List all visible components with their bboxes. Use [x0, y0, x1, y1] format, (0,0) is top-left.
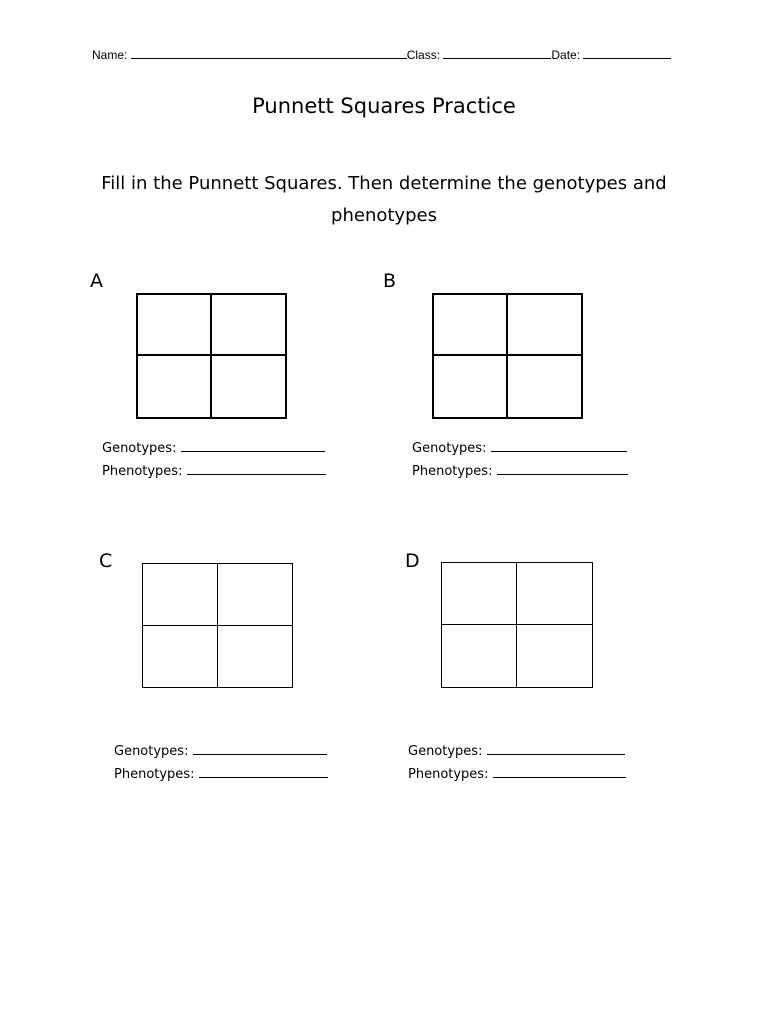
punnett-square-d: [441, 562, 593, 688]
class-field[interactable]: [443, 46, 551, 59]
phenotypes-field[interactable]: [493, 763, 626, 778]
punnett-cell[interactable]: [434, 356, 508, 417]
answers-b: [412, 437, 628, 483]
genotypes-label: Genotypes:: [408, 744, 483, 759]
genotypes-label: Genotypes:: [102, 441, 177, 456]
answers-d: [408, 740, 626, 786]
answers-c: [114, 740, 328, 786]
genotypes-label: Genotypes:: [114, 744, 189, 759]
phenotypes-label: Phenotypes:: [102, 464, 183, 479]
instructions: Fill in the Punnett Squares. Then determine the genotypes and phenotypes: [101, 173, 667, 226]
name-label: Name:: [92, 48, 128, 62]
punnett-cell[interactable]: [143, 564, 218, 626]
phenotypes-field[interactable]: [199, 763, 328, 778]
problem-label-a: A: [90, 270, 103, 292]
name-field[interactable]: [131, 46, 407, 59]
punnett-cell[interactable]: [517, 625, 592, 687]
punnett-cell[interactable]: [138, 295, 212, 356]
date-field[interactable]: [583, 46, 671, 59]
punnett-cell[interactable]: [138, 356, 212, 417]
punnett-cell[interactable]: [517, 563, 592, 625]
punnett-square-a: [136, 293, 287, 419]
phenotypes-field[interactable]: [497, 460, 628, 475]
problem-label-c: C: [99, 550, 113, 572]
phenotypes-label: Phenotypes:: [114, 767, 195, 782]
phenotypes-label: Phenotypes:: [408, 767, 489, 782]
genotypes-field[interactable]: [193, 740, 327, 755]
punnett-cell[interactable]: [508, 356, 582, 417]
phenotypes-label: Phenotypes:: [412, 464, 493, 479]
student-info-header: [92, 46, 671, 62]
date-label: Date:: [551, 48, 581, 62]
genotypes-label: Genotypes:: [412, 441, 487, 456]
punnett-cell[interactable]: [143, 626, 218, 688]
punnett-cell[interactable]: [212, 356, 286, 417]
punnett-square-c: [142, 563, 293, 688]
punnett-cell[interactable]: [212, 295, 286, 356]
punnett-cell[interactable]: [434, 295, 508, 356]
genotypes-field[interactable]: [487, 740, 625, 755]
page-title: Punnett Squares Practice: [252, 94, 516, 118]
answers-a: [102, 437, 326, 483]
punnett-cell[interactable]: [442, 563, 517, 625]
problem-label-d: D: [405, 550, 420, 572]
problem-label-b: B: [383, 270, 397, 292]
punnett-cell[interactable]: [218, 626, 293, 688]
genotypes-field[interactable]: [491, 437, 627, 452]
punnett-cell[interactable]: [218, 564, 293, 626]
punnett-cell[interactable]: [508, 295, 582, 356]
punnett-cell[interactable]: [442, 625, 517, 687]
phenotypes-field[interactable]: [187, 460, 326, 475]
punnett-square-b: [432, 293, 583, 419]
class-label: Class:: [406, 48, 441, 62]
genotypes-field[interactable]: [181, 437, 325, 452]
